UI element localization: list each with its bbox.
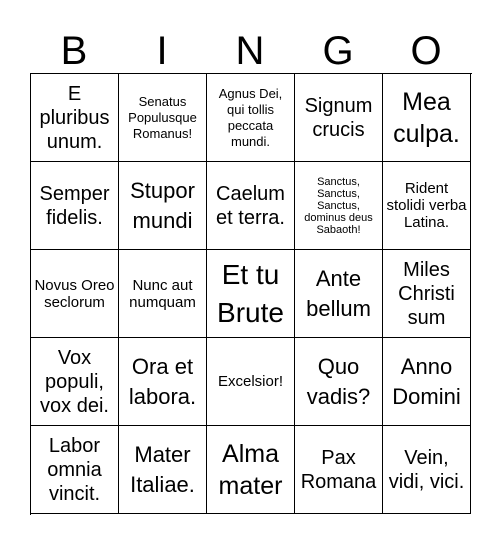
cell-text: Ora et labora. <box>128 353 197 409</box>
cell-text: Vox populi, vox dei. <box>40 346 109 417</box>
bingo-cell[interactable] <box>207 338 295 426</box>
bingo-cell[interactable] <box>31 250 119 338</box>
cell-text: Labor omnia vincit. <box>47 434 102 505</box>
bingo-cell[interactable] <box>295 74 383 162</box>
bingo-cell[interactable] <box>295 162 383 250</box>
bingo-cell[interactable] <box>31 426 119 514</box>
bingo-board <box>30 73 472 515</box>
cell-text: Anno Domini <box>392 353 461 409</box>
header-letter-g: G <box>322 29 354 73</box>
bingo-cell[interactable] <box>383 338 471 426</box>
cell-text: E pluribus unum. <box>39 82 110 153</box>
bingo-cell[interactable] <box>207 250 295 338</box>
cell-text: Pax Romana <box>300 446 377 493</box>
header-letter-i: I <box>156 29 168 73</box>
cell-text: Stupor mundi <box>130 177 195 233</box>
cell-text: Quo vadis? <box>306 353 371 409</box>
cell-text: Signum crucis <box>304 94 373 141</box>
header-letter-n: N <box>235 29 265 73</box>
bingo-cell[interactable] <box>119 338 207 426</box>
cell-text: Excelsior! <box>217 373 284 390</box>
bingo-cell[interactable] <box>119 162 207 250</box>
cell-text: Vein, vidi, vici. <box>388 446 465 493</box>
cell-text: Novus Oreo seclorum <box>34 276 115 311</box>
bingo-cell[interactable] <box>207 74 295 162</box>
bingo-cell[interactable] <box>31 74 119 162</box>
cell-text: Nunc aut numquam <box>129 276 196 311</box>
cell-text: Sanctus, Sanctus, Sanctus, dominus deus Sabaoth! <box>304 175 373 236</box>
header-letter-o: O <box>410 29 442 73</box>
bingo-cell[interactable] <box>31 338 119 426</box>
header-letter-b: B <box>60 29 88 73</box>
bingo-cell[interactable] <box>295 426 383 514</box>
bingo-cell[interactable] <box>295 250 383 338</box>
cell-text: Rident stolidi verba Latina. <box>386 180 467 231</box>
bingo-cell[interactable] <box>383 162 471 250</box>
cell-text: Miles Christi sum <box>398 258 455 329</box>
bingo-cell[interactable] <box>119 74 207 162</box>
bingo-cell[interactable] <box>119 426 207 514</box>
bingo-cell[interactable] <box>207 426 295 514</box>
cell-text: Et tu Brute <box>217 258 284 328</box>
bingo-cell[interactable] <box>31 162 119 250</box>
cell-text: Mea culpa. <box>393 87 460 148</box>
bingo-header <box>30 28 470 74</box>
bingo-cell[interactable] <box>295 338 383 426</box>
cell-text: Senatus Populusque Romanus! <box>128 93 197 141</box>
cell-text: Alma mater <box>218 439 283 500</box>
bingo-cell[interactable] <box>207 162 295 250</box>
cell-text: Ante bellum <box>306 265 371 321</box>
bingo-cell[interactable] <box>119 250 207 338</box>
cell-text: Agnus Dei, qui tollis peccata mundi. <box>218 85 283 149</box>
cell-text: Semper fidelis. <box>39 182 110 229</box>
cell-text: Caelum et terra. <box>216 182 285 229</box>
bingo-cell[interactable] <box>383 74 471 162</box>
bingo-cell[interactable] <box>383 426 471 514</box>
cell-text: Mater Italiae. <box>130 441 195 497</box>
bingo-cell[interactable] <box>383 250 471 338</box>
